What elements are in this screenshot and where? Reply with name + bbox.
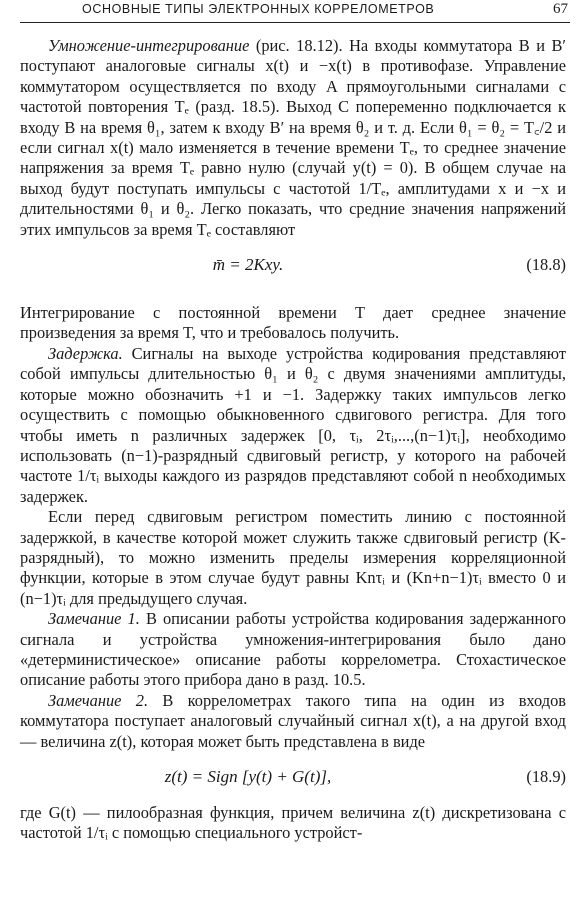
paragraph-delay: [20, 344, 566, 507]
paragraph-heading: Умножение-интегрирование: [48, 36, 250, 55]
page-number: 67: [553, 1, 568, 17]
paragraph-heading: Замечание 2.: [48, 690, 149, 710]
equation-expression: m̄ = 2Kxy.: [212, 254, 284, 274]
paragraph-delay-line: [20, 507, 566, 609]
paragraph-heading: Замечание 1.: [48, 609, 140, 629]
paragraph-heading: Задержка.: [48, 343, 123, 363]
paragraph-integration-note: [20, 303, 566, 344]
running-title: ОСНОВНЫЕ ТИПЫ ЭЛЕКТРОННЫХ КОРРЕЛОМЕТРОВ: [82, 2, 435, 16]
equation-18-9: [20, 760, 566, 794]
paragraph-multiplication-integration: [20, 36, 566, 240]
page-header: [20, 0, 570, 23]
paragraph-remark-1: [20, 609, 566, 691]
paragraph-text: Интегрирование с постоянной времени T дает среднее значение произведения за время T, что и требовалось получить.: [20, 303, 566, 343]
paragraph-remark-2: [20, 691, 566, 752]
equation-number: (18.8): [526, 254, 566, 274]
equation-18-8: [20, 248, 566, 282]
equation-expression: z(t) = Sign [y(t) + G(t)],: [164, 766, 332, 786]
paragraph-text: (рис. 18.12). На входы коммутатора B и B′ поступают аналоговые сигналы x(t) и −x(t) в противофазе. Управление коммутатором осуществляется по входу A прямоугольными сигналами с частотой повторения Tₑ (разд. 18.5). Выход C попеременно подключается к входу B на время θ₁, затем к входу B′ на время θ₂ и т. д. Если θ₁ = θ₂ = T꜀/2 и если сигнал x(t) мало изменяется в течение времени Tₑ, то среднее значение напряжения за время Tₑ равно нулю (случай y(t) = 0). В общем случае на выход будут поступать импульсы с частотой 1/Tₑ, амплитудами x и −x и длительностями θ₁ и θ₂. Легко показать, что средние значения напряжений этих импульсов за время Tₑ составляют: [20, 36, 566, 239]
page-body: [20, 36, 566, 844]
paragraph-sawtooth: [20, 803, 566, 844]
paragraph-text: Если перед сдвиговым регистром поместить линию с постоянной задержкой, в качестве которой может служить также сдвиговый регистр (K-разрядный), то можно изменить пределы измерения корреляционной функции, которые в этом случае будут равны Knτᵢ и (Kn+n−1)τᵢ вместо 0 и (n−1)τᵢ для предыдущего случая.: [20, 507, 566, 608]
paragraph-text: Сигналы на выходе устройства кодирования представляют собой импульсы длительностью θ₁ и θ₂ с двумя значениями амплитуды, которые можно обозначить +1 и −1. Задержку таких импульсов легко осуществить с помощью обыкновенного сдвигового регистра. Для того чтобы иметь n различных задержек [0, τᵢ, 2τᵢ,...,(n−1)τᵢ], необходимо использовать (n−1)-разрядный сдвиговый регистр, у которого на рабочей частоте 1/τᵢ выходы каждого из разрядов представляют собой n необходимых задержек.: [20, 343, 566, 506]
paragraph-text: где G(t) — пилообразная функция, причем величина z(t) дискретизована с частотой 1/τᵢ с помощью специального устройст-: [20, 803, 566, 843]
paragraph-text: В описании работы устройства кодирования задержанного сигнала и устройства умножения-интегрирования было дано «детерминистическое» описание работы коррелометра. Стохастическое описание работы этого прибора дано в разд. 10.5.: [20, 609, 566, 690]
paragraph-text: В коррелометрах такого типа на один из входов коммутатора поступает аналоговый случайный сигнал x(t), а на другой вход — величина z(t), которая может быть представлена в виде: [20, 690, 566, 751]
equation-number: (18.9): [526, 766, 566, 786]
